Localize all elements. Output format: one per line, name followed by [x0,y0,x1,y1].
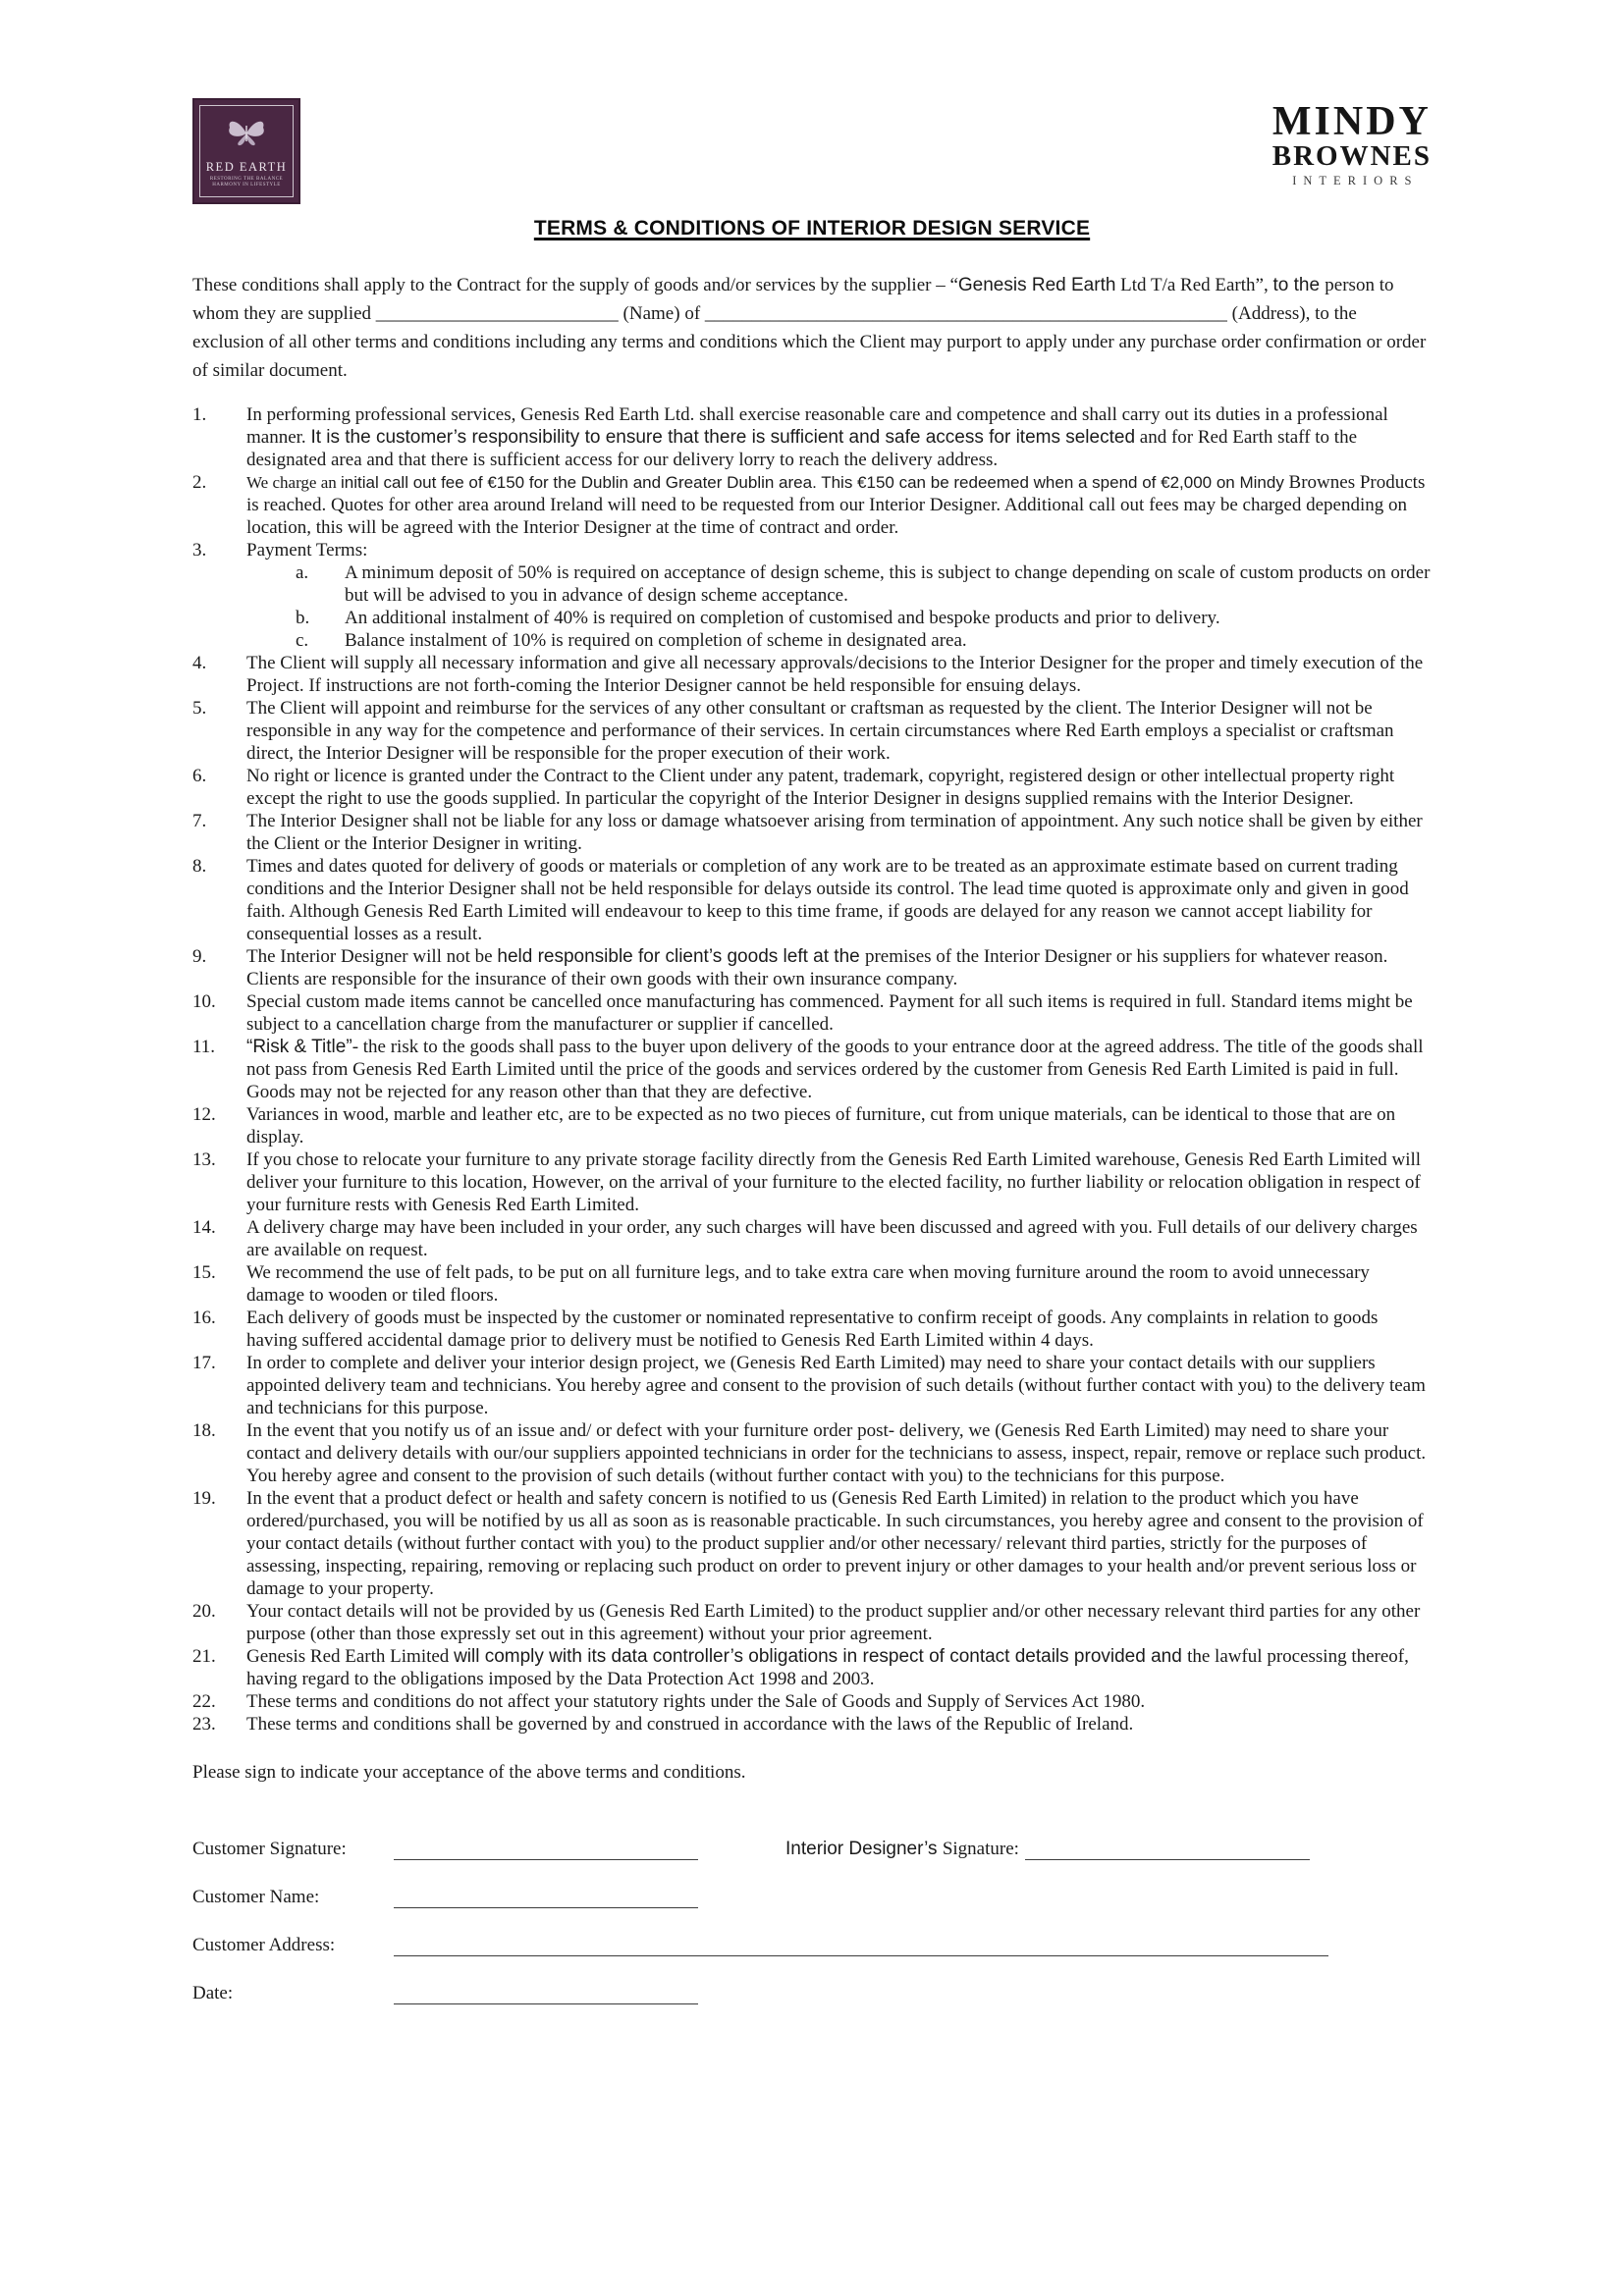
text-run: No right or licence is granted under the Contract to the Client under any patent, trademark, copyright, registered design or other intellectual property right except the right to use the goods supplied. In particular the copyright of the Interior Designer in designs supplied remains with the Interior Designer. [246,766,1395,809]
term-text [246,697,1432,765]
term-text [246,1713,1432,1735]
term-item [192,1487,1432,1600]
text-run: A minimum deposit of 50% is required on acceptance of design scheme, this is subject to change depending on scale of custom products on order but will be advised to you in advance of design scheme acceptance. [345,562,1431,606]
term-item [192,1645,1432,1690]
term-text [246,471,1432,539]
text-run: A delivery charge may have been included in your order, any such charges will have been discussed and agreed with you. Full details of our delivery charges are available on request. [246,1217,1418,1260]
text-run: ________________________________________________________ [704,303,1227,324]
term-number: 9. [192,946,207,967]
text-run: These terms and conditions shall be governed by and construed in accordance with the laws of the Republic of Ireland. [246,1714,1134,1735]
text-run: Signature: [942,1839,1019,1859]
term-number: 11. [192,1037,216,1057]
term-text [246,1036,1432,1103]
term-number: 6. [192,766,207,786]
text-run: In the event that a product defect or health and safety concern is notified to us (Genesis Red Earth Limited) in relation to the product which you have ordered/purchased, you will be notified by us all as soon as is reasonable practicable. In such circumstances, you hereby agree and consent to the provision of your contact details (without further contact with you) to the product supplier and/or other necessary/ relevant third parties, strictly for the purposes of assessing, inspecting, repairing, removing or replacing such product on order to prevent injury or other damages to your health and/or prevent serious loss or damage to your property. [246,1488,1424,1599]
term-number: 17. [192,1353,216,1373]
text-run: - the risk to the goods shall pass to the buyer upon delivery of the goods to your entrance door at the agreed address. The title of the goods shall not pass from Genesis Red Earth Limited until the price of the goods and services ordered by the customer from Genesis Red Earth Limited is paid in full. Goods may not be rejected for any reason other than that they are defective. [246,1037,1424,1102]
sub-term-item [296,607,1432,629]
sub-term-text [345,629,1432,652]
text-run: Genesis Red Earth Limited [246,1646,455,1667]
text-run: In order to complete and deliver your interior design project, we (Genesis Red Earth Limited) may need to share your contact details with our suppliers appointed delivery team and technicians. You hereby agree and consent to the provision of such details (without further contact with you) to the delivery team and technicians for this purpose. [246,1353,1426,1418]
text-run: Times and dates quoted for delivery of goods or materials or completion of any work are to be treated as an approximate estimate based on current trading conditions and the Interior Designer shall not be held responsible for delays outside its control. The lead time quoted is approximate only and given in good faith. Although Genesis Red Earth Limited will endeavour to keep to this time frame, if goods are delayed for any reason we cannot accept liability for consequential losses as a result. [246,856,1409,944]
sub-term-text [345,561,1432,607]
sub-term-text [345,607,1432,629]
designer-signature-label [785,1838,1019,1860]
term-number: 13. [192,1149,216,1170]
text-run: We charge an [246,473,342,492]
term-item [192,1103,1432,1148]
text-run: and for Red Earth staff to the designated area and that there is sufficient access for our delivery lorry to reach the delivery address. [246,427,1358,470]
customer-address-line [394,1936,1328,1956]
title-row [192,216,1432,240]
red-earth-tagline-line1: RESTORING THE BALANCE [209,177,284,182]
mindy-brownes-logo [1271,99,1432,188]
term-number: 12. [192,1104,216,1125]
term-text [246,652,1432,697]
page-title: TERMS & CONDITIONS OF INTERIOR DESIGN SERVICE [533,217,1091,240]
term-text [246,1307,1432,1352]
text-run: In the event that you notify us of an issue and/ or defect with your furniture order post- delivery, we (Genesis Red Earth Limited) may need to share your contact and delivery details with our/our suppliers appointed technicians in order for the technicians to assess, inspect, repair, remove or replace such product. You hereby agree and consent to the provision of such details (without further contact with you) to the technicians for this purpose. [246,1420,1427,1486]
text-run: Ltd T/a Red Earth”, [1115,275,1273,295]
term-text [246,765,1432,810]
red-earth-logo [192,98,300,204]
designer-signature-line [1025,1840,1310,1860]
term-item [192,1352,1432,1419]
term-item [192,539,1432,561]
term-item [192,1690,1432,1713]
text-run: We recommend the use of felt pads, to be put on all furniture legs, and to take extra care when moving furniture around the room to avoid unnecessary damage to wooden or tiled floors. [246,1262,1370,1306]
term-item [192,765,1432,810]
customer-name-label [192,1886,394,1908]
red-earth-brand: RED EARTH [205,160,288,174]
text-run: Date: [192,1983,234,2003]
term-item [192,1036,1432,1103]
customer-name-line [394,1888,698,1908]
text-run: Payment Terms: [246,540,368,561]
text-run: to the [1272,275,1325,295]
term-number: 15. [192,1262,216,1283]
text-run: Customer Name: [192,1887,320,1907]
term-text [246,403,1432,471]
term-number: 2. [192,472,207,493]
term-number: 1. [192,404,207,425]
mindy-brownes-line3: INTERIORS [1292,174,1419,187]
date-label [192,1982,394,2004]
text-run: These terms and conditions do not affect your statutory rights under the Sale of Goods and Supply of Services Act 1980. [246,1691,1146,1712]
text-run: The Client will appoint and reimburse for the services of any other consultant or craftsman as requested by the client. The Interior Designer will not be responsible in any way for the competence and performance of their services. In certain circumstances where Red Earth employs a specialist or craftsman direct, the Interior Designer will be responsible for the proper execution of their work. [246,698,1394,764]
text-run: Interior Designer’s [785,1839,943,1859]
term-item [192,697,1432,765]
term-number: 20. [192,1601,216,1622]
date-line [394,1984,698,2004]
red-earth-tagline [210,177,283,188]
term-item [192,1148,1432,1216]
term-item [192,1261,1432,1307]
red-earth-tagline-line2: HARMONY IN LIFESTYLE [212,183,281,187]
sub-term-letter: b. [296,608,310,628]
term-text [246,810,1432,855]
term-text [246,990,1432,1036]
customer-address-row [192,1933,1432,1956]
term-item [192,990,1432,1036]
text-run: premises of the Interior Designer or his suppliers for whatever reason. Clients are responsible for the insurance of their own goods with their own insurance company. [246,946,1388,989]
text-run: Your contact details will not be provided by us (Genesis Red Earth Limited) to the product supplier and/or other necessary relevant third parties for any other purpose (other than those expressly set out in this agreement) without your prior agreement. [246,1601,1421,1644]
term-number: 8. [192,856,207,877]
term-number: 4. [192,653,207,673]
header [192,98,1432,208]
text-run: It is the customer’s responsibility to ensure that there is sufficient and safe access for items selected [310,427,1136,448]
term-text [246,1419,1432,1487]
text-run: Customer Signature: [192,1839,347,1859]
terms-list [192,403,1432,1735]
text-run: If you chose to relocate your furniture to any private storage facility directly from the Genesis Red Earth Limited warehouse, Genesis Red Earth Limited will deliver your furniture to this location, However, on the arrival of your furniture to the elected facility, no further liability or relocation obligation in respect of your furniture rests with Genesis Red Earth Limited. [246,1149,1422,1215]
signature-section [192,1837,1432,2004]
text-run: Balance instalment of 10% is required on completion of scheme in designated area. [345,630,967,651]
text-run: The Interior Designer shall not be liable for any loss or damage whatsoever arising from termination of appointment. Any such notice shall be given by either the Client or the Interior Designer in writing. [246,811,1423,854]
term-number: 22. [192,1691,216,1712]
text-run: In performing professional services, Genesis Red Earth Ltd. shall exercise reasonable care and competence and shall carry out its duties in a professional manner. [246,404,1388,448]
sub-term-letter: c. [296,630,309,651]
term-number: 14. [192,1217,216,1238]
closing-note: Please sign to indicate your acceptance of the above terms and conditions. [192,1762,746,1783]
customer-name-row [192,1885,1432,1908]
term-number: 21. [192,1646,216,1667]
red-earth-logo-frame [199,105,294,197]
text-run: Special custom made items cannot be cancelled once manufacturing has commenced. Payment for all such items is required in full. Standard items might be subject to a cancellation charge from the manufacturer or supplier if cancelled. [246,991,1413,1035]
text-run: (Name) of [618,303,705,324]
customer-signature-label [192,1838,394,1860]
date-row [192,1981,1432,2004]
text-run: Variances in wood, marble and leather etc, are to be expected as no two pieces of furniture, cut from unique materials, can be identical to those that are on display. [246,1104,1396,1148]
term-text [246,1352,1432,1419]
text-run: held responsible for client’s goods left at the [497,946,865,967]
text-run: The Interior Designer will not be [246,946,498,967]
term-number: 7. [192,811,207,831]
term-number: 10. [192,991,216,1012]
term-text [246,945,1432,990]
term-text [246,1216,1432,1261]
term-text [246,855,1432,945]
text-run: These conditions shall apply to the Contract for the supply of goods and/or services by the supplier – “ [192,275,958,295]
text-run: “Risk & Title” [246,1037,352,1057]
text-run: Each delivery of goods must be inspected by the customer or nominated representative to confirm receipt of goods. Any complaints in relation to goods having suffered accidental damage prior to delivery must be notified to Genesis Red Earth Limited within 4 days. [246,1308,1379,1351]
text-run: Genesis Red Earth [957,275,1116,295]
term-item [192,1600,1432,1645]
text-run: will comply with its data controller’s obligations in respect of contact details provided and [454,1646,1188,1667]
term-item [192,1713,1432,1735]
term-text [246,539,1432,561]
term-number: 5. [192,698,207,719]
term-text [246,1103,1432,1148]
sub-term-letter: a. [296,562,309,583]
text-run: The Client will supply all necessary information and give all necessary approvals/decisions to the Interior Designer for the proper and timely execution of the Project. If instructions are not forth-coming the Interior Designer cannot be held responsible for ensuing delays. [246,653,1424,696]
term-text [246,1261,1432,1307]
text-run: (Address), to the exclusion of all other terms and conditions including any terms and conditions which the Client may purport to apply under any purchase order confirmation or order of similar document. [192,303,1427,381]
mindy-brownes-line2: BROWNES [1271,140,1432,172]
term-item [192,810,1432,855]
term-text [246,1645,1432,1690]
term-text [246,1487,1432,1600]
term-item [192,403,1432,471]
term-number: 16. [192,1308,216,1328]
sub-term-item [296,629,1432,652]
text-run: Brownes Products is reached. Quotes for other area around Ireland will need to be requested from our Interior Designer. Additional call out fees may be charged depending on location, this will be agreed with the Interior Designer at the time of contract and order. [246,472,1426,538]
term-item [192,945,1432,990]
intro-paragraph [192,271,1432,385]
term-number: 23. [192,1714,216,1735]
text-run: the lawful processing thereof, having regard to the obligations imposed by the Data Protection Act 1998 and 2003. [246,1646,1409,1689]
term-item [192,1307,1432,1352]
text-run: initial call out fee of €150 for the Dublin and Greater Dublin area. This €150 can be redeemed when a spend of €2,000 on Mindy [341,473,1289,492]
term-number: 19. [192,1488,216,1509]
term-text [246,1600,1432,1645]
term-item [192,1419,1432,1487]
customer-signature-row [192,1837,1432,1860]
term-item [192,652,1432,697]
text-run: Customer Address: [192,1935,336,1955]
text-run: An additional instalment of 40% is required on completion of customised and bespoke products and prior to delivery. [345,608,1220,628]
term-number: 3. [192,540,207,561]
text-run: person to whom they are supplied [192,275,1394,324]
term-text [246,1148,1432,1216]
customer-address-label [192,1934,394,1956]
customer-signature-line [394,1840,698,1860]
term-item [192,471,1432,539]
text-run: __________________________ [375,303,619,324]
butterfly-icon [223,116,270,157]
term-item [192,1216,1432,1261]
mindy-brownes-line1: MINDY [1271,99,1432,144]
term-text [246,1690,1432,1713]
term-number: 18. [192,1420,216,1441]
term-item [192,855,1432,945]
sub-term-item [296,561,1432,607]
